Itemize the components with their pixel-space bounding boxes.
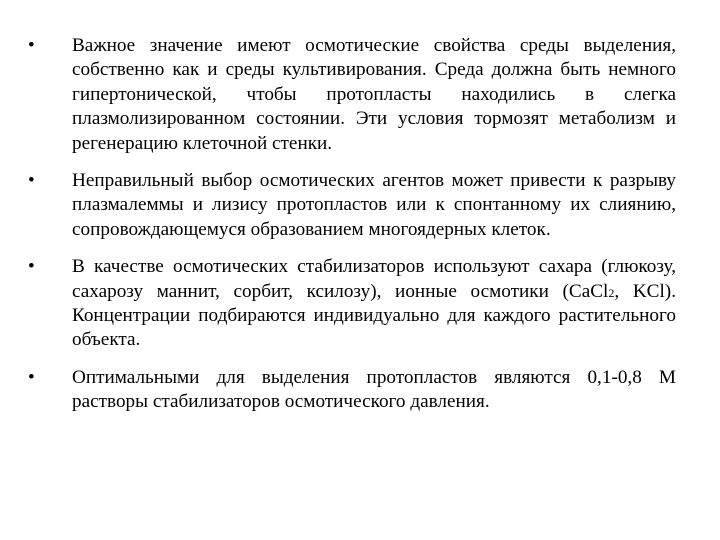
bullet-item-wrong-agent-choice [28, 169, 676, 242]
bullet-item-stabilizers [28, 255, 676, 353]
bullet-marker: • [28, 256, 35, 278]
bullet-list [28, 34, 676, 428]
bullet-item-optimal-solutions [28, 366, 676, 415]
bullet-marker: • [28, 366, 35, 388]
bullet-marker: • [28, 170, 35, 192]
bullet-text-after: , KCl). Концентрации подбираются индивидуально для каждого растительного объекта. [72, 280, 676, 351]
bullet-text: Важное значение имеют осмотические свойства среды выделения, собственно как и среды культивирования. Среда должна быть немного гипертонической, чтобы протопласты находились в слегка плазмолизированном состоянии. Эти условия тормозят метаболизм и регенерацию клеточной стенки. [72, 35, 676, 154]
bullet-text: Оптимальными для выделения протопластов являются 0,1-0,8 М растворы стабилизаторов осмотического давления. [72, 366, 676, 413]
bullet-text-before: В качестве осмотических стабилизаторов используют сахара (глюкозу, сахарозу маннит, сорбит, ксилозу), ионные осмотики (CaCl [72, 256, 676, 302]
bullet-text-subscript: 2 [608, 285, 615, 300]
bullet-item-osmotic-properties [28, 34, 676, 156]
bullet-text: Неправильный выбор осмотических агентов может привести к разрыву плазмалеммы и лизису протопластов или к спонтанному их слиянию, сопровождающемуся образованием многоядерных клеток. [72, 170, 676, 240]
bullet-marker: • [28, 35, 35, 56]
